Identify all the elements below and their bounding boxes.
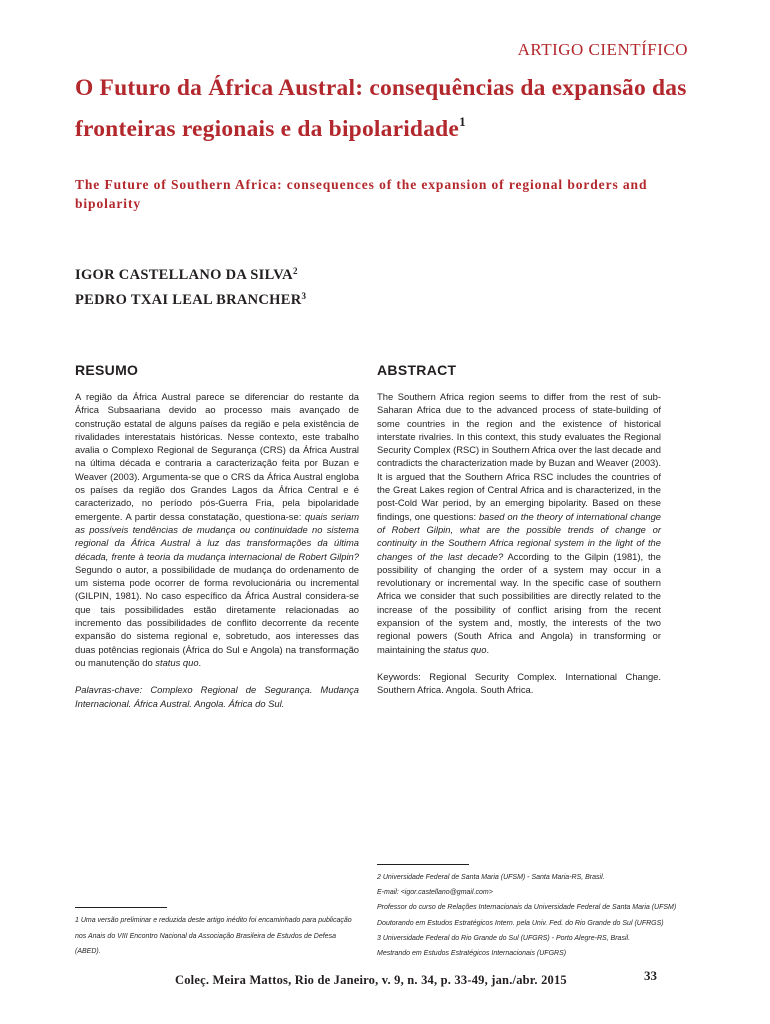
footnote-line: Mestrando em Estudos Estratégicos Internacionais (UFGRS) — [377, 950, 567, 958]
resumo-body — [75, 390, 359, 669]
author-footnote-mark[interactable]: 2 — [292, 266, 298, 276]
author-name: IGOR CASTELLANO DA SILVA — [75, 267, 293, 283]
footnote-divider — [377, 864, 469, 865]
abstract-text: According to the Gilpin (1981), the possibility of changing the order of a system may occur in a revolutionary or incremental way. In the specific case of southern Africa we consider that such possibilities are directly related to the increase of the possibility of conflict arising from the recent expansion of the system and, mostly, the interests of the two regional powers (South Africa and Angola) in transforming or maintaining the — [377, 550, 661, 655]
author-name: PEDRO TXAI LEAL BRANCHER — [75, 292, 302, 308]
footnote-email[interactable]: E-mail: <igor.castellano@gmail.com> — [377, 889, 493, 897]
author — [75, 286, 306, 311]
journal-citation: Coleç. Meira Mattos, Rio de Janeiro, v. 9, n. 34, p. 33-49, jan./abr. 2015 — [175, 973, 567, 987]
abstract-heading: ABSTRACT — [377, 362, 457, 378]
footnote-line: 2 Universidade Federal de Santa Maria (UFSM) - Santa Maria-RS, Brasil. — [377, 874, 605, 881]
resumo-section — [75, 362, 359, 710]
page-number: 33 — [644, 968, 657, 983]
abstract-status-quo: status quo — [443, 643, 487, 655]
resumo-end: . — [198, 656, 202, 668]
abstract-keywords: Keywords: Regional Security Complex. International Change. Southern Africa. Angola. South Africa. — [377, 670, 661, 696]
footnotes-right — [377, 870, 677, 961]
resumo-keywords: Palavras-chave: Complexo Regional de Segurança. Mudança Internacional. África Austral. Angola. África do Sul. — [75, 684, 359, 709]
abstract-question: based on the theory of international change of Robert Gilpin, what are the possible trends of change or continuity in the Southern Africa regional system in the light of the changes of the last decade? — [377, 510, 661, 562]
footnote-divider — [75, 907, 167, 908]
resumo-text: Segundo o autor, a possibilidade de mudança do ordenamento de um sistema pode ocorrer de forma revolucionária ou incremental (GILPIN, 1981). No caso específico da África Austral considera-se que tais possibilidades estão diretamente relacionadas ao incremento das possibilidades de conflito decorrente da recente expansão do sistema regional e, sobretudo, aos interesses das duas potências regionais (África do Sul e Angola) na transformação ou manutenção do — [75, 563, 359, 668]
author — [75, 261, 306, 286]
section-label: ARTIGO CIENTÍFICO — [517, 40, 688, 59]
article-title-text: O Futuro da África Austral: consequências da expansão das fronteiras regionais e da bipolaridade — [75, 75, 687, 142]
abstract-body — [377, 390, 661, 656]
abstract-end: . — [486, 643, 490, 655]
footnote-left: 1 Uma versão preliminar e reduzida deste artigo inédito foi encaminhado para publicação nos Anais do VIII Encontro Nacional da Associação Brasileira de Estudos de Defesa (ABED). — [75, 917, 352, 955]
author-list — [75, 261, 306, 311]
footnote-line: 3 Universidade Federal do Rio Grande do Sul (UFGRS) - Porto Alegre-RS, Brasil. — [377, 934, 631, 942]
article-title-english: The Future of Southern Africa: consequences of the expansion of regional borders and bipolarity — [75, 177, 648, 211]
resumo-heading: RESUMO — [75, 362, 139, 378]
resumo-text: A região da África Austral parece se diferenciar do restante da África Subsaariana devido ao processo mais avançado de construção estatal de alguns países da região e pela existência de rivalidades interestatais históricas. Nesse contexto, este trabalho avalia o Complexo Regional de Segurança (CRS) da África Austral na última década e contraria a caracterização feita por Buzan e Weaver (2003). Argumenta-se que o CRS da África Austral engloba os países da região dos Grandes Lagos da África Central e é caracterizado, no período pós-Guerra Fria, pela bipolaridade emergente. A partir dessa constatação, questiona-se: — [75, 391, 359, 522]
footnote-line: Professor do curso de Relações Internacionais da Universidade Federal de Santa Maria (UFSM) — [377, 904, 677, 912]
article-title — [75, 72, 695, 146]
author-footnote-mark[interactable]: 3 — [301, 291, 307, 301]
title-footnote-mark[interactable]: 1 — [459, 114, 466, 129]
footnote-line: Doutorando em Estudos Estratégicos Intern. pela Univ. Fed. do Rio Grande do Sul (UFRGS) — [377, 919, 664, 927]
abstract-section — [377, 362, 661, 697]
resumo-status-quo: status quo — [155, 656, 199, 668]
resumo-question: quais seriam as possíveis tendências de mudança ou continuidade no sistema regional da África Austral à luz das transformações da última década, frente à teoria da mudança internacional de Robert Gilpin? — [75, 510, 360, 562]
abstract-text: The Southern Africa region seems to differ from the rest of sub-Saharan Africa due to the advanced process of state-building of some countries in the region and the existence of historical interstate rivalries. In this context, this study evaluates the Regional Security Complex (RSC) in Southern Africa over the last decade and contradicts the characterization made by Buzan and Weaver (2003). It is argued that the Southern Africa RSC includes the countries of the Great Lakes region of Central Africa and is characterized, in the post-Cold War period, by an emerging bipolarity. Based on these findings, one questions: — [377, 391, 661, 522]
